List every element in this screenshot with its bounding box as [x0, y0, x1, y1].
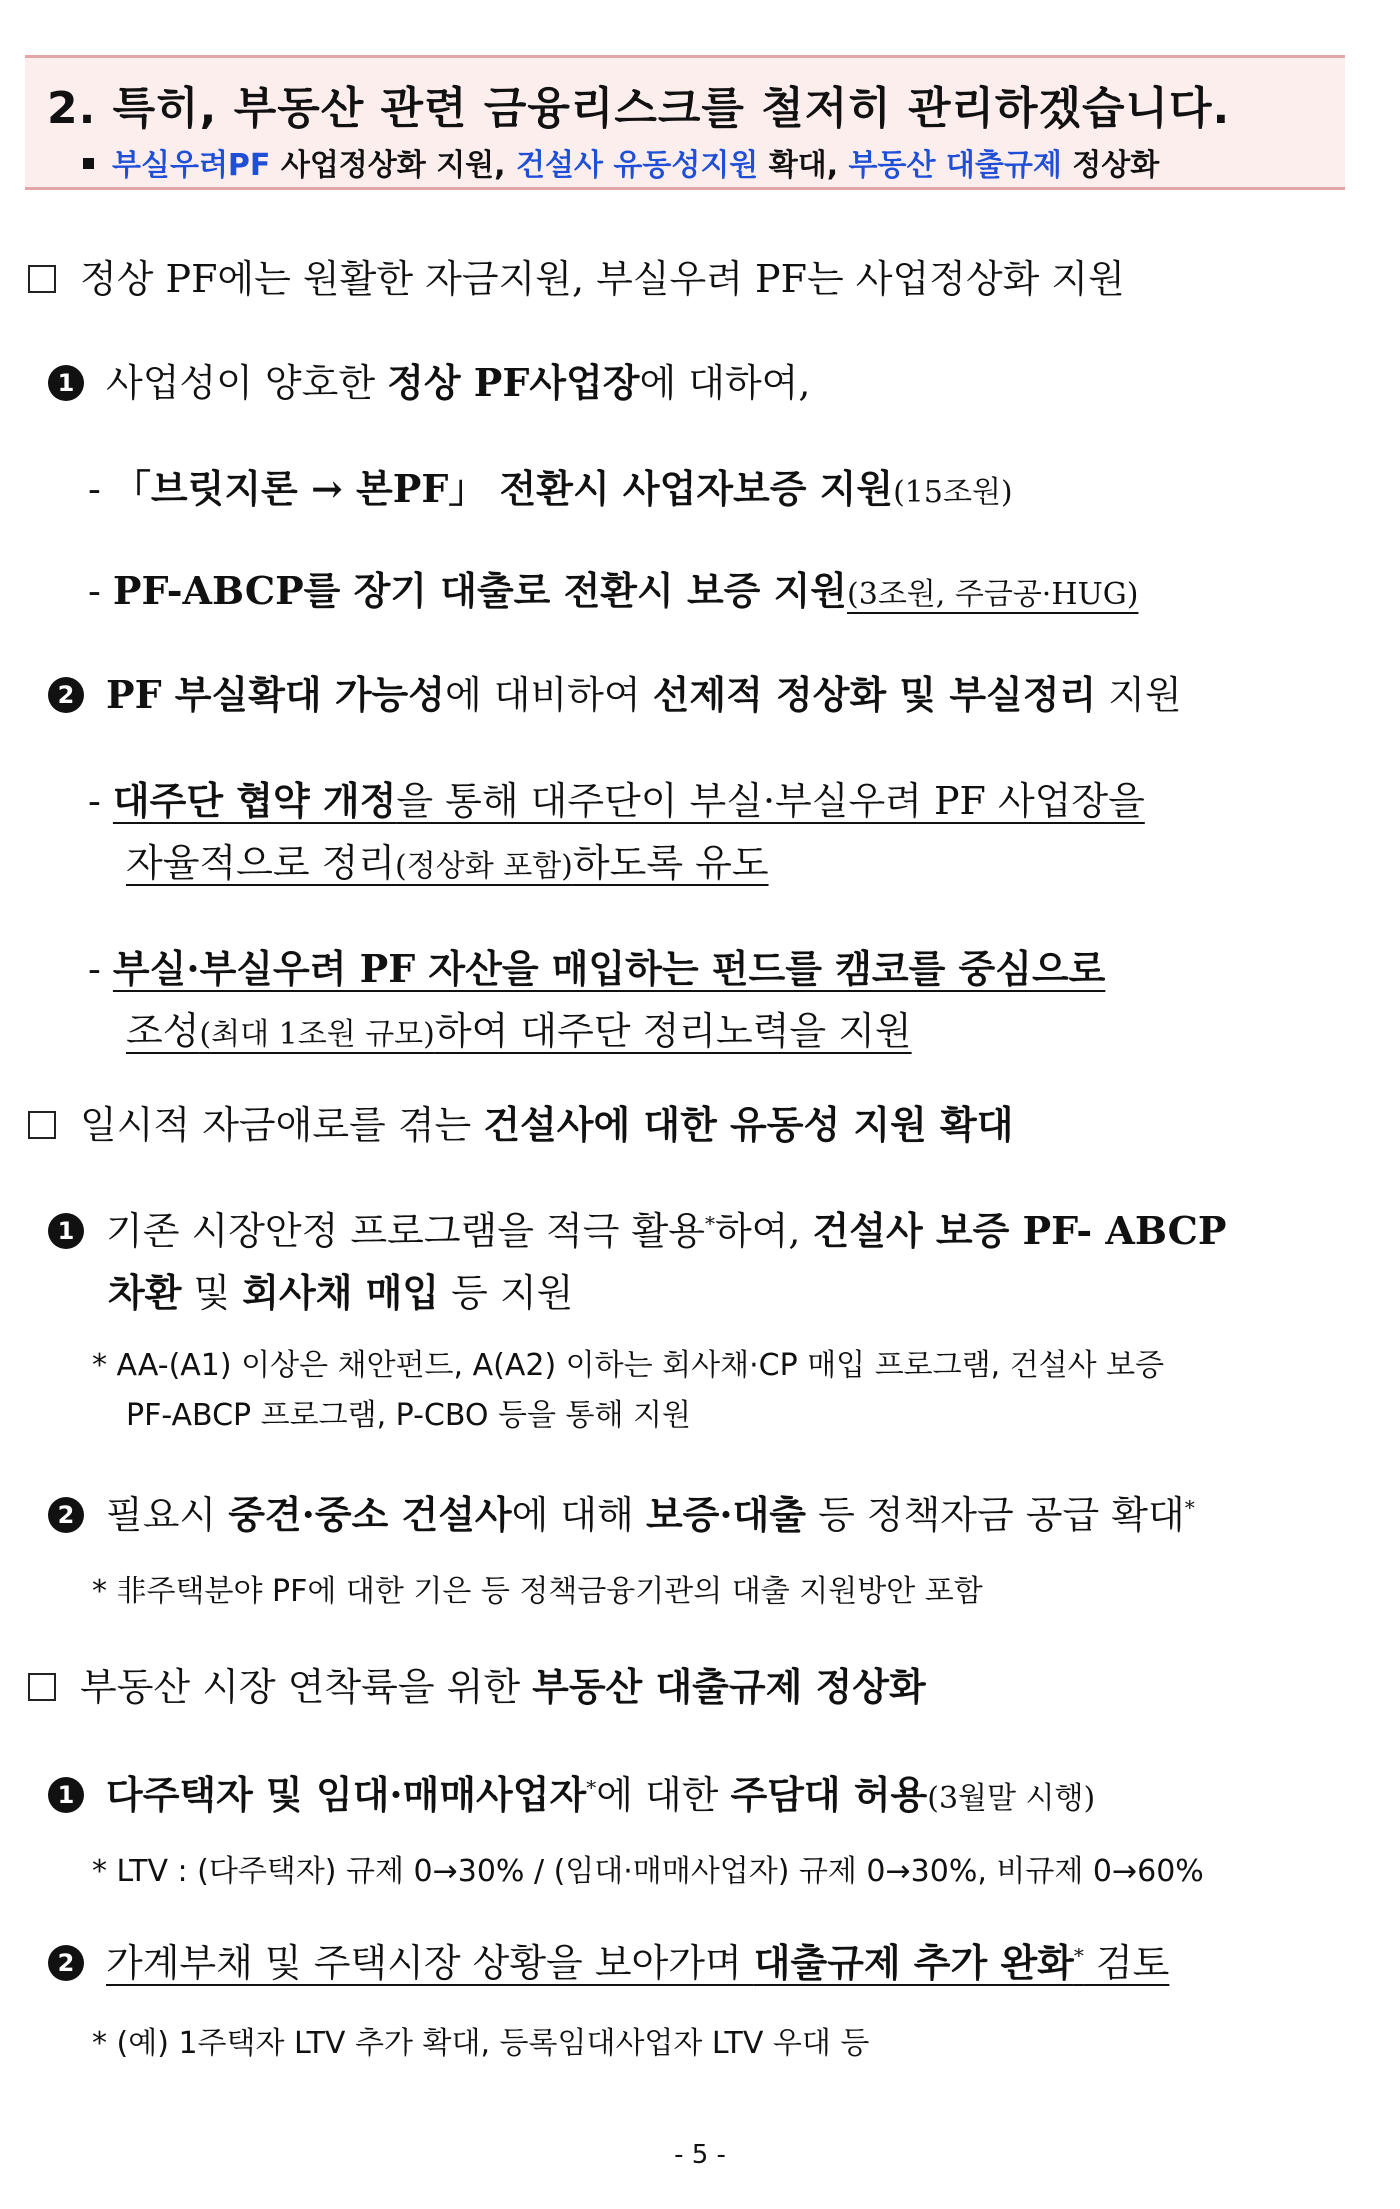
section-1-dash-4-line-2 [126, 1000, 912, 1055]
item-bold-text: 차환 [108, 1270, 182, 1315]
item-bold-text: 선제적 정상화 및 부실정리 [652, 672, 1097, 717]
section-2-item-2 [48, 1484, 1195, 1539]
item-text: 등 지원 [439, 1271, 574, 1315]
item-bold-text: 주담대 허용 [730, 1772, 928, 1817]
section-1-dash-4 [88, 938, 1105, 993]
section-3-note-1: * LTV : (다주택자) 규제 0→30% / (임대·매매사업자) 규제 0→30%, 비규제 0→60% [92, 1854, 1204, 1889]
item-bold-text: 대출규제 추가 완화 [753, 1940, 1074, 1985]
dash-marker: - [88, 467, 113, 511]
checkbox-icon [28, 1673, 56, 1701]
page-title: 2. 특히, 부동산 관련 금융리스크를 철저히 관리하겠습니다. [47, 83, 1231, 134]
header-box [25, 55, 1345, 190]
item-bold-text: 정상 PF사업장 [387, 360, 640, 405]
dash-marker: - [88, 947, 113, 991]
footnote-mark: * [704, 1211, 715, 1236]
section-heading-text: 일시적 자금애로를 겪는 [80, 1103, 484, 1147]
summary-text-3: 정상화 [1061, 148, 1160, 183]
section-2-item-1-line-2 [108, 1262, 573, 1317]
summary-text-1: 사업정상화 지원, [270, 148, 516, 183]
section-2-note-1: * AA-(A1) 이상은 채안펀드, A(A2) 이하는 회사채·CP 매입 프로그램, 건설사 보증 [92, 1348, 1165, 1383]
item-bold-text: PF 부실확대 가능성 [106, 672, 445, 717]
square-bullet-icon [83, 158, 94, 169]
checkbox-icon [28, 1111, 56, 1139]
footnote-mark: * [1184, 1495, 1195, 1520]
dash-text: 하여 대주단 정리노력을 지원 [434, 1009, 912, 1053]
item-bold-text: 회사채 매입 [242, 1270, 440, 1315]
item-bold-text: 건설사 보증 PF- ABCP [812, 1208, 1227, 1253]
item-text: 및 [181, 1271, 243, 1315]
section-1-dash-3 [88, 770, 1145, 825]
header-summary [83, 140, 1159, 184]
dash-small-text: (3조원, 주금공·HUG) [847, 577, 1139, 612]
summary-highlight-3: 부동산 대출규제 [848, 148, 1062, 183]
item-text: 필요시 [106, 1493, 229, 1537]
item-text: 에 대비하여 [444, 673, 653, 717]
dash-bold-text: 「브릿지론 → 본PF」 전환시 사업자보증 지원 [112, 466, 894, 511]
section-1-dash-1 [88, 458, 1013, 513]
item-text: 에 대하여, [639, 361, 811, 405]
section-3-heading [28, 1656, 926, 1711]
item-text: 검토 [1083, 1941, 1170, 1985]
number-2-icon: 2 [48, 1497, 84, 1533]
item-text: 등 정책자금 공급 확대 [806, 1493, 1185, 1537]
dash-text: 하도록 유도 [572, 841, 769, 885]
footnote-mark: * [1073, 1943, 1084, 1968]
number-2-icon: 2 [48, 677, 84, 713]
page-number: - 5 - [674, 2140, 726, 2170]
section-1-heading [28, 248, 1125, 303]
section-2-note-2: * 非주택분야 PF에 대한 기은 등 정책금융기관의 대출 지원방안 포함 [92, 1574, 983, 1609]
item-text: 에 대한 [596, 1773, 731, 1817]
dash-small-text: (최대 1조원 규모) [199, 1017, 435, 1052]
number-1-icon: 1 [48, 1213, 84, 1249]
number-1-icon: 1 [48, 365, 84, 401]
item-text: 사업성이 양호한 [106, 361, 388, 405]
summary-text-2: 확대, [758, 148, 849, 183]
dash-text: 조성 [126, 1009, 200, 1053]
dash-small-text: (정상화 포함) [395, 849, 573, 884]
section-2-item-1 [48, 1200, 1227, 1255]
dash-text: 자율적으로 정리 [126, 841, 396, 885]
dash-bold-text: 대주단 협약 개정 [112, 778, 397, 823]
section-3-note-2: * (예) 1주택자 LTV 추가 확대, 등록임대사업자 LTV 우대 등 [92, 2026, 870, 2061]
dash-marker: - [88, 779, 113, 823]
section-1-heading-text: 정상 PF에는 원활한 자금지원, 부실우려 PF는 사업정상화 지원 [80, 257, 1125, 301]
item-text: 가계부채 및 주택시장 상황을 보아가며 [106, 1941, 754, 1985]
summary-highlight-1: 부실우려PF [112, 148, 271, 183]
number-1-icon: 1 [48, 1777, 84, 1813]
item-bold-text: 중견·중소 건설사 [228, 1492, 512, 1537]
section-heading-bold: 부동산 대출규제 정상화 [532, 1664, 926, 1709]
dash-text: 을 통해 대주단이 부실·부실우려 PF 사업장을 [396, 779, 1145, 823]
item-text: 에 대해 [511, 1493, 646, 1537]
section-heading-text: 부동산 시장 연착륙을 위한 [80, 1665, 533, 1709]
section-2-note-1-line-2: PF-ABCP 프로그램, P-CBO 등을 통해 지원 [126, 1398, 692, 1433]
item-small-text: (3월말 시행) [927, 1781, 1096, 1816]
section-1-item-1 [48, 352, 810, 407]
item-text: 기존 시장안정 프로그램을 적극 활용 [106, 1209, 705, 1253]
footnote-mark: * [586, 1775, 597, 1800]
section-heading-bold: 건설사에 대한 유동성 지원 확대 [483, 1102, 1014, 1147]
section-1-dash-3-line-2 [126, 832, 769, 887]
section-3-item-2 [48, 1932, 1169, 1987]
number-2-icon: 2 [48, 1945, 84, 1981]
dash-marker: - [88, 569, 113, 613]
section-1-item-2 [48, 664, 1182, 719]
checkbox-icon [28, 265, 56, 293]
item-text: 지원 [1096, 673, 1182, 717]
summary-highlight-2: 건설사 유동성지원 [516, 148, 759, 183]
dash-bold-text: 부실·부실우려 PF 자산을 매입하는 펀드를 캠코를 중심으로 [112, 946, 1106, 991]
dash-small-text: (15조원) [893, 475, 1013, 510]
item-bold-text: 보증·대출 [645, 1492, 806, 1537]
section-2-heading [28, 1094, 1013, 1149]
item-text: 하여, [714, 1209, 813, 1253]
item-bold-text: 다주택자 및 임대·매매사업자 [106, 1772, 587, 1817]
section-3-item-1 [48, 1764, 1095, 1819]
dash-bold-text: PF-ABCP를 장기 대출로 전환시 보증 지원 [112, 568, 848, 613]
section-1-dash-2 [88, 560, 1138, 615]
